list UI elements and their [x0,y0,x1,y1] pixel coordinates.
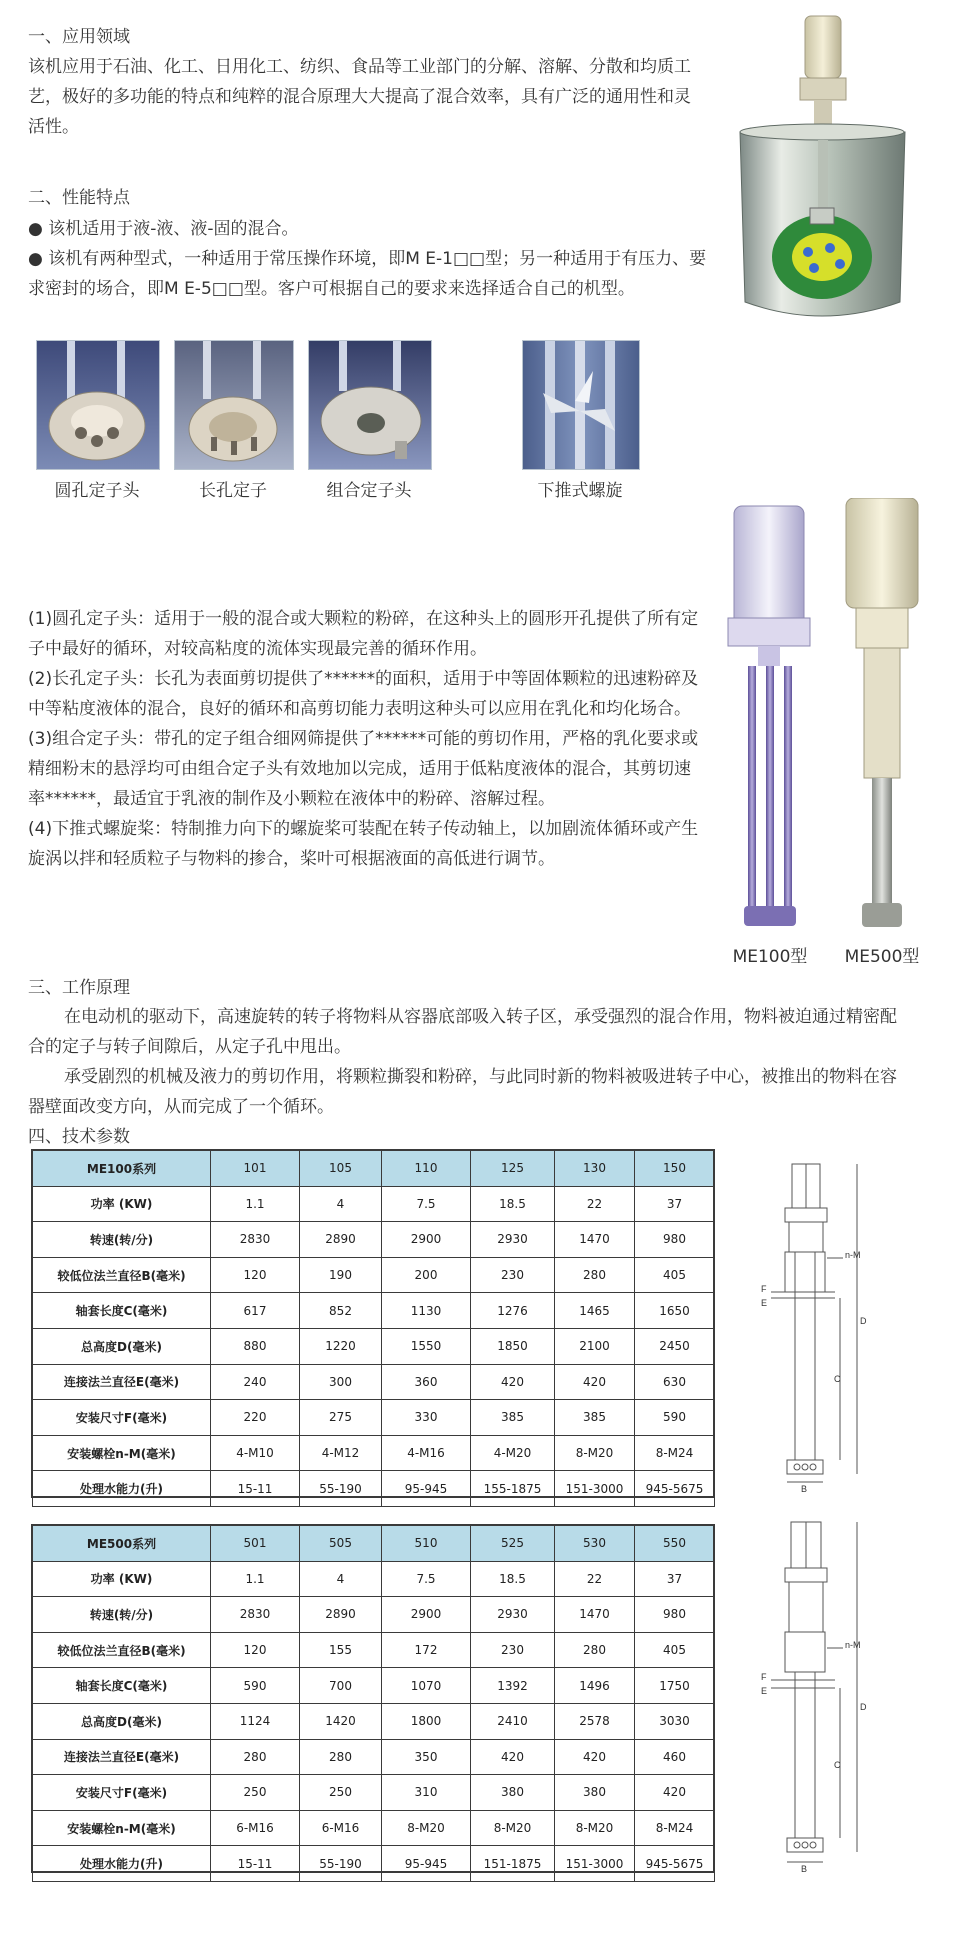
table-cell: 525 [471,1526,555,1562]
me500-spec-table [32,1525,715,1882]
row-label-cell: 总高度D(毫米) [33,1328,211,1364]
table-cell: 700 [300,1668,382,1704]
table-cell: 280 [555,1257,635,1293]
table-cell: 501 [211,1526,300,1562]
table-cell: 1465 [555,1293,635,1329]
row-label-cell: 功率 (KW) [33,1561,211,1597]
table-cell: 1550 [382,1328,471,1364]
me100-dimension-drawing [745,1160,895,1496]
row-label-cell: 安装螺栓n-M(毫米) [33,1435,211,1471]
table-cell: 2830 [211,1222,300,1258]
slot-stator-image [174,340,294,470]
row-label-cell: 安装螺栓n-M(毫米) [33,1810,211,1846]
text-line: 器壁面改变方向，从而完成了一个循环。 [28,1097,334,1117]
table-cell: 630 [635,1364,715,1400]
row-label-cell: 功率 (KW) [33,1186,211,1222]
table-row [33,1328,715,1364]
table-cell: 380 [555,1775,635,1811]
table-cell: 300 [300,1364,382,1400]
table-cell: 2900 [382,1597,471,1633]
table-cell: 2900 [382,1222,471,1258]
stator-description-paragraph [28,604,728,874]
table-cell: 130 [555,1151,635,1187]
table-cell: 550 [635,1526,715,1562]
drawing-label: B [801,1484,808,1494]
table-cell: 55-190 [300,1846,382,1882]
row-label-cell: 处理水能力(升) [33,1846,211,1882]
table-cell: 105 [300,1151,382,1187]
table-cell: 2930 [471,1222,555,1258]
table-cell: 3030 [635,1703,715,1739]
table-row [33,1471,715,1507]
table-cell: 151-1875 [471,1846,555,1882]
table-row [33,1632,715,1668]
table-cell: 980 [635,1222,715,1258]
table-cell: 1800 [382,1703,471,1739]
table-cell: 95-945 [382,1846,471,1882]
table-cell: 101 [211,1151,300,1187]
table-cell: 1392 [471,1668,555,1704]
drawing-label: C [834,1760,841,1770]
table-cell: 250 [300,1775,382,1811]
table-cell: 8-M20 [382,1810,471,1846]
table-cell: 385 [471,1400,555,1436]
table-cell: 1850 [471,1328,555,1364]
table-cell: 2578 [555,1703,635,1739]
table-cell: 37 [635,1561,715,1597]
text-line: 在电动机的驱动下，高速旋转的转子将物料从容器底部吸入转子区，承受强烈的混合作用，物料被迫通过精密配 [64,1007,897,1027]
text-line: ● 该机适用于液-液、液-固的混合。 [28,219,299,239]
round-hole-stator-image [36,340,160,470]
table-cell: 330 [382,1400,471,1436]
table-cell: 4-M20 [471,1435,555,1471]
table-row [33,1293,715,1329]
table-cell: 405 [635,1632,715,1668]
table-cell: 590 [211,1668,300,1704]
section-heading-application: 一、应用领域 [28,27,130,47]
table-cell: 2890 [300,1597,382,1633]
table-cell: 4-M12 [300,1435,382,1471]
row-label-cell: 轴套长度C(毫米) [33,1668,211,1704]
table-cell: 420 [471,1364,555,1400]
mixer-in-tank-image [730,12,915,327]
table-row [33,1257,715,1293]
table-cell: 1220 [300,1328,382,1364]
table-cell: 2410 [471,1703,555,1739]
table-row [33,1810,715,1846]
table-cell: 420 [471,1739,555,1775]
text-line: 活性。 [28,117,79,137]
table-cell: 190 [300,1257,382,1293]
table-row [33,1364,715,1400]
table-cell: 22 [555,1186,635,1222]
table-cell: 250 [211,1775,300,1811]
table-cell: 18.5 [471,1561,555,1597]
table-cell: 405 [635,1257,715,1293]
text-line: 合的定子与转子间隙后，从定子孔中甩出。 [28,1037,351,1057]
table-cell: 151-3000 [555,1846,635,1882]
table-cell: 980 [635,1597,715,1633]
row-label-cell: 安装尺寸F(毫米) [33,1775,211,1811]
table-cell: 350 [382,1739,471,1775]
table-cell: 120 [211,1632,300,1668]
table-cell: 7.5 [382,1186,471,1222]
table-cell: 2830 [211,1597,300,1633]
table-row [33,1668,715,1704]
text-line: (4)下推式螺旋桨：特制推力向下的螺旋桨可装配在转子传动轴上，以加剧流体循环或产生 [28,819,699,839]
table-row [33,1846,715,1882]
table-row [33,1703,715,1739]
table-cell: 8-M24 [635,1435,715,1471]
table-row [33,1400,715,1436]
text-line: 承受剧烈的机械及液力的剪切作用，将颗粒撕裂和粉碎，与此同时新的物料被吸进转子中心，被推出的物料在容 [64,1067,897,1087]
table-row [33,1222,715,1258]
table-cell: 880 [211,1328,300,1364]
section-heading-principle: 三、工作原理 [28,978,130,998]
table-cell: 8-M20 [471,1810,555,1846]
head-caption: 下推式螺旋 [537,481,623,501]
table-cell: 380 [471,1775,555,1811]
row-label-cell: ME500系列 [33,1526,211,1562]
table-cell: 8-M20 [555,1435,635,1471]
drawing-label: E [761,1298,768,1308]
table-row [33,1739,715,1775]
table-cell: 420 [635,1775,715,1811]
table-cell: 1750 [635,1668,715,1704]
table-cell: 6-M16 [300,1810,382,1846]
text-line: ● 该机有两种型式，一种适用于常压操作环境，即M E-1□□型；另一种适用于有压力、要 [28,249,707,269]
table-cell: 1470 [555,1222,635,1258]
table-cell: 95-945 [382,1471,471,1507]
table-cell: 8-M20 [555,1810,635,1846]
table-cell: 4 [300,1186,382,1222]
text-line: 中等粘度液体的混合，良好的循环和高剪切能力表明这种头可以应用在乳化和均化场合。 [28,699,691,719]
drawing-label: n-M [845,1640,861,1650]
table-cell: 280 [300,1739,382,1775]
table-cell: 2890 [300,1222,382,1258]
table-cell: 310 [382,1775,471,1811]
model-caption-me100: ME100型 [732,947,808,967]
table-cell: 1420 [300,1703,382,1739]
table-cell: 151-3000 [555,1471,635,1507]
table-cell: 1.1 [211,1186,300,1222]
drawing-label: C [834,1374,841,1384]
text-line: 该机应用于石油、化工、日用化工、纺织、食品等工业部门的分解、溶解、分散和均质工 [28,57,691,77]
table-cell: 1.1 [211,1561,300,1597]
table-cell: 15-11 [211,1471,300,1507]
table-cell: 18.5 [471,1186,555,1222]
table-row [33,1597,715,1633]
row-label-cell: 连接法兰直径E(毫米) [33,1364,211,1400]
table-cell: 852 [300,1293,382,1329]
row-label-cell: 较低位法兰直径B(毫米) [33,1257,211,1293]
table-cell: 1276 [471,1293,555,1329]
table-cell: 1124 [211,1703,300,1739]
table-cell: 125 [471,1151,555,1187]
table-header-row [33,1151,715,1187]
table-cell: 1070 [382,1668,471,1704]
drawing-label: E [761,1686,768,1696]
row-label-cell: 处理水能力(升) [33,1471,211,1507]
table-cell: 8-M24 [635,1810,715,1846]
table-cell: 6-M16 [211,1810,300,1846]
section-heading-features: 二、性能特点 [28,188,130,208]
row-label-cell: 安装尺寸F(毫米) [33,1400,211,1436]
table-cell: 280 [555,1632,635,1668]
text-line: 求密封的场合，即M E-5□□型。客户可根据自己的要求来选择适合自己的机型。 [28,279,635,299]
table-cell: 7.5 [382,1561,471,1597]
table-cell: 172 [382,1632,471,1668]
table-cell: 1470 [555,1597,635,1633]
table-cell: 385 [555,1400,635,1436]
row-label-cell: 转速(转/分) [33,1597,211,1633]
drawing-label: n-M [845,1250,861,1260]
row-label-cell: 连接法兰直径E(毫米) [33,1739,211,1775]
text-line: (3)组合定子头：带孔的定子组合细网筛提供了******可能的剪切作用，严格的乳化要求或 [28,729,699,749]
table-cell: 2100 [555,1328,635,1364]
table-cell: 420 [555,1739,635,1775]
table-cell: 37 [635,1186,715,1222]
row-label-cell: 轴套长度C(毫米) [33,1293,211,1329]
table-cell: 590 [635,1400,715,1436]
table-cell: 120 [211,1257,300,1293]
drawing-label: F [761,1672,767,1682]
table-cell: 360 [382,1364,471,1400]
table-cell: 155 [300,1632,382,1668]
text-line: (1)圆孔定子头：适用于一般的混合或大颗粒的粉碎，在这种头上的圆形开孔提供了所有定 [28,609,699,629]
table-cell: 230 [471,1257,555,1293]
table-cell: 230 [471,1632,555,1668]
table-cell: 4-M10 [211,1435,300,1471]
text-line: 精细粉末的悬浮均可由组合定子头有效地加以完成，适用于低粘度液体的混合，其剪切速 [28,759,691,779]
table-cell: 220 [211,1400,300,1436]
table-cell: 2930 [471,1597,555,1633]
application-paragraph [28,52,728,142]
me500-machine-image [832,498,932,938]
table-row [33,1186,715,1222]
table-cell: 55-190 [300,1471,382,1507]
me500-dimension-drawing [745,1518,895,1880]
table-cell: 945-5675 [635,1471,715,1507]
table-cell: 240 [211,1364,300,1400]
combination-stator-image [308,340,432,470]
table-cell: 1650 [635,1293,715,1329]
text-line: (2)长孔定子头：长孔为表面剪切提供了******的面积，适用于中等固体颗粒的迅速粉碎及 [28,669,699,689]
table-cell: 15-11 [211,1846,300,1882]
text-line: 艺，极好的多功能的特点和纯粹的混合原理大大提高了混合效率，具有广泛的通用性和灵 [28,87,691,107]
drawing-label: D [860,1702,867,1712]
head-caption: 圆孔定子头 [54,481,140,501]
me100-machine-image [720,498,820,938]
drawing-label: B [801,1864,808,1874]
section-heading-parameters: 四、技术参数 [28,1127,130,1147]
text-line: 子中最好的循环，对较高粘度的流体实现最完善的循环作用。 [28,639,487,659]
row-label-cell: 总高度D(毫米) [33,1703,211,1739]
table-cell: 945-5675 [635,1846,715,1882]
table-header-row [33,1526,715,1562]
text-line: 旋涡以拌和轻质粒子与物料的掺合，桨叶可根据液面的高低进行调节。 [28,849,555,869]
table-cell: 1130 [382,1293,471,1329]
table-cell: 280 [211,1739,300,1775]
table-row [33,1561,715,1597]
down-push-propeller-image [522,340,640,470]
table-cell: 505 [300,1526,382,1562]
table-cell: 1496 [555,1668,635,1704]
table-cell: 510 [382,1526,471,1562]
table-cell: 4 [300,1561,382,1597]
table-cell: 420 [555,1364,635,1400]
row-label-cell: ME100系列 [33,1151,211,1187]
me100-spec-table [32,1150,715,1507]
principle-paragraph [28,1002,933,1122]
drawing-label: D [860,1316,867,1326]
table-cell: 110 [382,1151,471,1187]
table-cell: 530 [555,1526,635,1562]
table-cell: 150 [635,1151,715,1187]
table-cell: 2450 [635,1328,715,1364]
head-caption: 组合定子头 [326,481,412,501]
model-caption-me500: ME500型 [844,947,920,967]
table-cell: 4-M16 [382,1435,471,1471]
features-paragraph [28,214,728,304]
drawing-label: F [761,1284,767,1294]
head-caption: 长孔定子 [199,481,267,501]
table-cell: 617 [211,1293,300,1329]
table-row [33,1435,715,1471]
row-label-cell: 较低位法兰直径B(毫米) [33,1632,211,1668]
row-label-cell: 转速(转/分) [33,1222,211,1258]
table-cell: 200 [382,1257,471,1293]
table-row [33,1775,715,1811]
text-line: 率******，最适宜于乳液的制作及小颗粒在液体中的粉碎、溶解过程。 [28,789,555,809]
table-cell: 275 [300,1400,382,1436]
table-cell: 155-1875 [471,1471,555,1507]
table-cell: 22 [555,1561,635,1597]
table-cell: 460 [635,1739,715,1775]
